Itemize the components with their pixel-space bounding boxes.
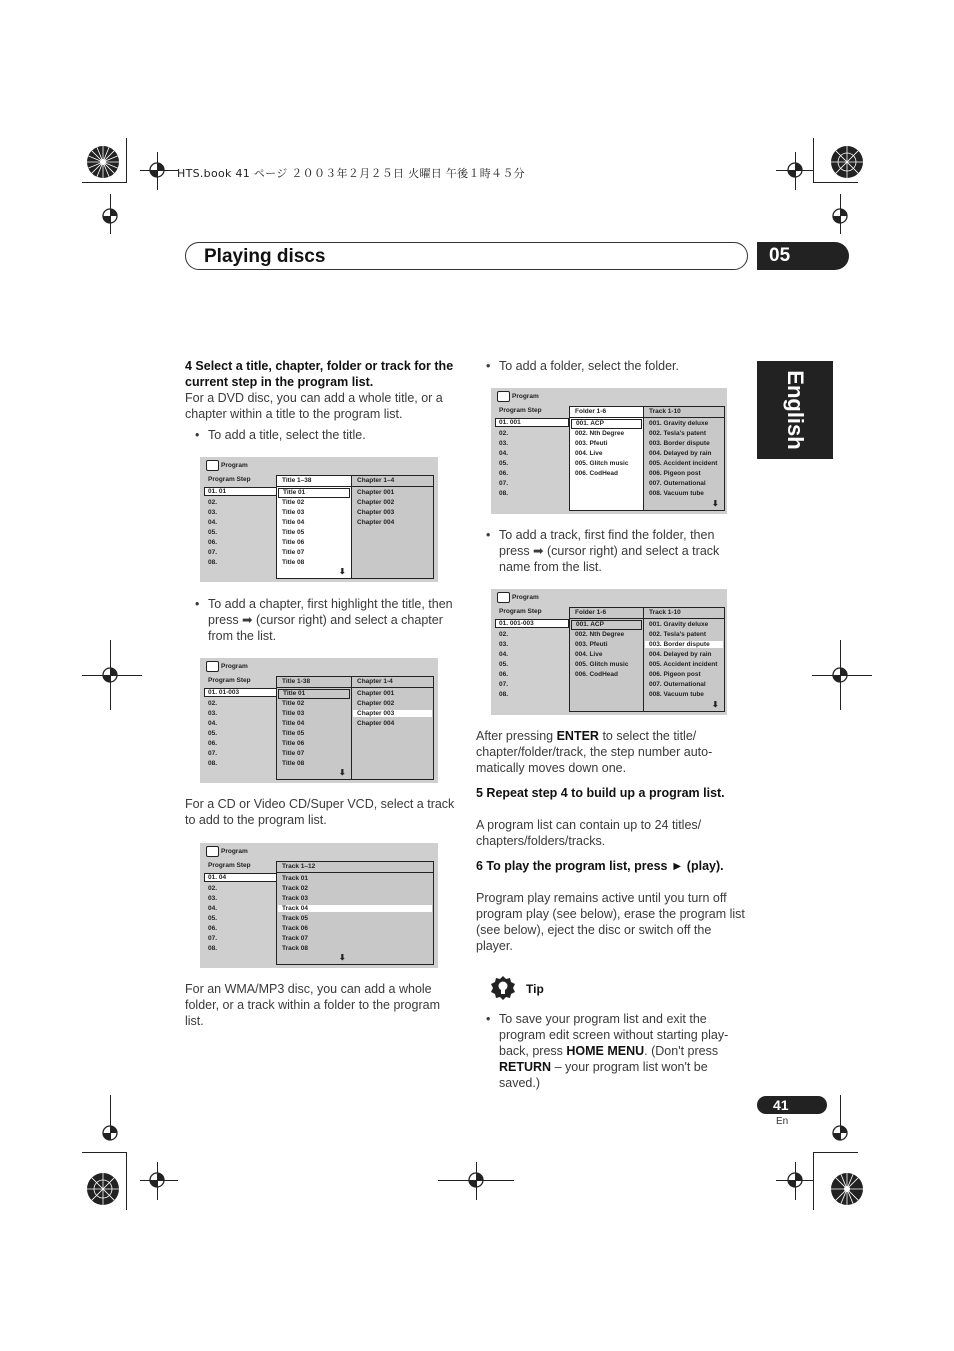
page-number-badge <box>757 1096 827 1114</box>
list-item[interactable]: Title 07 <box>282 750 305 757</box>
program-step-label: Program Step <box>208 862 251 869</box>
program-step[interactable]: 06. <box>499 470 509 477</box>
list-item-highlighted[interactable]: Chapter 003 <box>353 710 432 717</box>
list-item[interactable]: Title 02 <box>282 700 305 707</box>
program-step[interactable]: 08. <box>499 691 509 698</box>
list-item[interactable]: Title 04 <box>282 519 305 526</box>
program-step-selected[interactable]: 01. 01-003 <box>204 688 278 697</box>
list-item[interactable]: Track 03 <box>282 895 309 902</box>
step6-text: Program play remains active until you turn off program play (see below), erase the program list (see below), eject the disc or switch off the player. <box>476 891 745 953</box>
step5-text: A program list can contain up to 24 titles/ chapters/folders/tracks. <box>476 818 702 848</box>
program-step[interactable]: 04. <box>208 519 218 526</box>
program-step[interactable]: 02. <box>208 885 218 892</box>
list-item[interactable]: 006. Pigeon post <box>649 470 701 477</box>
book-header: HTS.book 41 ページ ２００３年２月２５日 火曜日 午後１時４５分 <box>177 167 525 180</box>
bullet-add-track: • To add a track, first find the folder, then press ➡ (cursor right) and select a track name from the list. <box>499 527 747 575</box>
screen-title: Program <box>221 663 248 670</box>
list-item[interactable]: 006. CodHead <box>575 470 618 477</box>
list-item[interactable]: 004. Delayed by rain <box>649 450 712 457</box>
list-item[interactable]: 005. Glitch music <box>575 460 629 467</box>
program-step[interactable]: 04. <box>208 720 218 727</box>
scroll-down-icon[interactable]: ⬇ <box>339 768 346 777</box>
disc-icon <box>497 592 510 603</box>
program-step[interactable]: 05. <box>208 529 218 536</box>
program-step[interactable]: 03. <box>208 895 218 902</box>
page-number: 41 <box>773 1097 789 1113</box>
program-step[interactable]: 06. <box>208 539 218 546</box>
list-item[interactable]: 002. Nth Degree <box>575 631 625 638</box>
list-item[interactable]: 005. Accident incident <box>649 460 718 467</box>
language-tab <box>757 361 833 459</box>
list-item[interactable]: Track 05 <box>282 915 309 922</box>
list-item[interactable]: Title 08 <box>282 559 305 566</box>
list-item[interactable]: 008. Vacuum tube <box>649 691 704 698</box>
program-step[interactable]: 06. <box>499 671 509 678</box>
crosshair-icon <box>465 1169 487 1191</box>
program-step-selected[interactable]: 01. 001 <box>495 418 569 427</box>
track-list: Track 1–12 Track 01 Track 02 Track 03 Track 04 Track 05 Track 06 Track 07 Track 08 ⬇ <box>276 861 434 965</box>
program-screen-track <box>200 843 438 968</box>
list-item[interactable]: 002. Nth Degree <box>575 430 625 437</box>
program-step[interactable]: 05. <box>208 915 218 922</box>
crosshair-icon <box>829 664 851 686</box>
program-step-label: Program Step <box>208 677 251 684</box>
enter-key: ENTER <box>556 729 599 743</box>
list-item[interactable]: Title 01 <box>278 488 350 498</box>
list-item[interactable]: 001. Gravity deluxe <box>649 420 709 427</box>
list-item[interactable]: Title 01 <box>278 689 350 699</box>
bullet-add-folder: • To add a folder, select the folder. <box>499 358 747 374</box>
list-item-highlighted[interactable]: 003. Border dispute <box>645 641 723 648</box>
list-item[interactable]: 001. ACP <box>571 620 642 630</box>
return-key: RETURN <box>499 1060 552 1074</box>
registration-rosette-icon <box>86 1172 120 1206</box>
scroll-down-icon[interactable]: ⬇ <box>712 499 719 508</box>
step4-heading: 4 Select a title, chapter, folder or track for the current step in the program list. <box>185 359 454 389</box>
list-item[interactable]: Chapter 001 <box>357 489 395 496</box>
program-screen-folder <box>491 388 727 514</box>
chapter-number: 05 <box>769 245 791 266</box>
crosshair-icon <box>146 1169 168 1191</box>
program-step[interactable]: 02. <box>208 700 218 707</box>
page-language: En <box>776 1116 789 1127</box>
chapter-list: Chapter 1–4 Chapter 001 Chapter 002 Chapter 003 Chapter 004 <box>351 475 434 579</box>
list-item[interactable]: Track 06 <box>282 925 309 932</box>
program-step[interactable]: 02. <box>499 430 509 437</box>
list-item[interactable]: Title 03 <box>282 710 305 717</box>
screen-title: Program <box>512 594 539 601</box>
disc-icon <box>206 460 219 471</box>
program-screen-title <box>200 457 438 582</box>
program-step[interactable]: 07. <box>208 549 218 556</box>
registration-rosette-icon <box>830 1172 864 1206</box>
language-tab-label: English <box>783 370 808 450</box>
program-step-label: Program Step <box>499 608 542 615</box>
step5-heading: 5 Repeat step 4 to build up a program list. <box>476 786 725 800</box>
list-item[interactable]: 006. Pigeon post <box>649 671 701 678</box>
crosshair-icon <box>99 205 121 227</box>
program-step[interactable]: 07. <box>208 750 218 757</box>
list-item[interactable]: 006. CodHead <box>575 671 618 678</box>
chapter-number-badge <box>757 242 849 270</box>
program-step[interactable]: 07. <box>499 480 509 487</box>
list-item[interactable]: 003. Pfeuti <box>575 641 608 648</box>
title-list: Title 1–38 Title 01 Title 02 Title 03 Title 04 Title 05 Title 06 Title 07 Title 08 ⬇ <box>276 475 352 579</box>
program-step[interactable]: 08. <box>208 945 218 952</box>
program-step[interactable]: 08. <box>208 559 218 566</box>
list-item[interactable]: Track 02 <box>282 885 309 892</box>
crosshair-icon <box>784 1169 806 1191</box>
list-item[interactable]: Track 08 <box>282 945 309 952</box>
program-step-selected[interactable]: 01. 01 <box>204 487 278 496</box>
program-step[interactable]: 05. <box>499 460 509 467</box>
list-item[interactable]: 005. Accident incident <box>649 661 718 668</box>
list-item[interactable]: 008. Vacuum tube <box>649 490 704 497</box>
title-list: Title 1-38 Title 01 Title 02 Title 03 Title 04 Title 05 Title 06 Title 07 Title 08 ⬇ <box>276 676 352 780</box>
list-item[interactable]: 005. Glitch music <box>575 661 629 668</box>
step6-heading: 6 To play the program list, press ► (play). <box>476 859 724 873</box>
program-step[interactable]: 03. <box>208 710 218 717</box>
list-item[interactable]: 004. Live <box>575 651 603 658</box>
list-item-highlighted[interactable]: Track 04 <box>278 905 432 912</box>
track-list: Track 1-10 001. Gravity deluxe 002. Tesla's patent 003. Border dispute 004. Delayed by rain 005. Accident incident 006. Pigeon post 007. Outernational 008. Vacuum tube ⬇ <box>643 406 725 511</box>
program-step[interactable]: 02. <box>499 631 509 638</box>
program-step[interactable]: 08. <box>499 490 509 497</box>
screen-title: Program <box>221 848 248 855</box>
tip-label: Tip <box>526 982 544 996</box>
list-item[interactable]: 002. Tesla's patent <box>649 631 707 638</box>
program-screen-chapter <box>200 658 438 783</box>
program-step[interactable]: 04. <box>208 905 218 912</box>
list-item[interactable]: Title 06 <box>282 539 305 546</box>
list-item[interactable]: Chapter 002 <box>357 700 395 707</box>
program-step[interactable]: 06. <box>208 740 218 747</box>
folder-list: Folder 1-6 001. ACP 002. Nth Degree 003. Pfeuti 004. Live 005. Glitch music 006. CodHead <box>569 406 644 511</box>
program-step[interactable]: 05. <box>208 730 218 737</box>
program-step[interactable]: 05. <box>499 661 509 668</box>
list-item[interactable]: Title 05 <box>282 730 305 737</box>
program-step[interactable]: 03. <box>499 440 509 447</box>
crosshair-icon <box>784 159 806 181</box>
program-step[interactable]: 04. <box>499 450 509 457</box>
registration-rosette-icon <box>86 145 120 179</box>
program-step[interactable]: 07. <box>208 935 218 942</box>
tip-text: • To save your program list and exit the program edit screen without starting play-back, press HOME MENU. (Don't press RETURN – your program list won't be saved.) <box>499 1011 747 1091</box>
list-item[interactable]: Title 08 <box>282 760 305 767</box>
track-list: Track 1-10 001. Gravity deluxe 002. Tesla's patent 003. Border dispute 004. Delayed by rain 005. Accident incident 006. Pigeon post 007. Outernational 008. Vacuum tube ⬇ <box>643 607 725 712</box>
list-item[interactable]: 003. Border dispute <box>649 440 710 447</box>
list-item[interactable]: Title 07 <box>282 549 305 556</box>
list-item[interactable]: Chapter 004 <box>357 519 395 526</box>
list-item[interactable]: Title 03 <box>282 509 305 516</box>
wma-text: For an WMA/MP3 disc, you can add a whole folder, or a track within a folder to the program list. <box>185 982 440 1028</box>
list-item[interactable]: Title 02 <box>282 499 305 506</box>
program-step[interactable]: 06. <box>208 925 218 932</box>
bullet-add-title: • To add a title, select the title. <box>208 427 458 443</box>
list-item[interactable]: 004. Live <box>575 450 603 457</box>
crosshair-icon <box>99 664 121 686</box>
list-item[interactable]: 007. Outernational <box>649 480 706 487</box>
program-screen-folder-track <box>491 589 727 715</box>
section-title-bar <box>185 242 748 270</box>
program-step[interactable]: 03. <box>499 641 509 648</box>
program-step[interactable]: 03. <box>208 509 218 516</box>
list-item[interactable]: Chapter 003 <box>357 509 395 516</box>
program-step[interactable]: 04. <box>499 651 509 658</box>
list-item[interactable]: 001. ACP <box>571 419 642 429</box>
chapter-list: Chapter 1-4 Chapter 001 Chapter 002 Chapter 003 Chapter 004 <box>351 676 434 780</box>
crosshair-icon <box>829 205 851 227</box>
home-menu-key: HOME MENU <box>566 1044 645 1058</box>
list-item[interactable]: Chapter 004 <box>357 720 395 727</box>
program-step[interactable]: 07. <box>499 681 509 688</box>
scroll-down-icon[interactable]: ⬇ <box>339 567 346 576</box>
crosshair-icon <box>99 1122 121 1144</box>
list-item[interactable]: Chapter 001 <box>357 690 395 697</box>
crosshair-icon <box>829 1122 851 1144</box>
list-item[interactable]: 004. Delayed by rain <box>649 651 712 658</box>
program-step-selected[interactable]: 01. 04 <box>204 873 278 882</box>
screen-title: Program <box>512 393 539 400</box>
program-step[interactable]: 08. <box>208 760 218 767</box>
screen-title: Program <box>221 462 248 469</box>
list-item[interactable]: Title 06 <box>282 740 305 747</box>
lightbulb-icon <box>490 975 516 1001</box>
list-item[interactable]: 001. Gravity deluxe <box>649 621 709 628</box>
program-step-label: Program Step <box>499 407 542 414</box>
scroll-down-icon[interactable]: ⬇ <box>712 700 719 709</box>
list-item[interactable]: 007. Outernational <box>649 681 706 688</box>
list-item[interactable]: 003. Pfeuti <box>575 440 608 447</box>
list-item[interactable]: Track 01 <box>282 875 309 882</box>
disc-icon <box>497 391 510 402</box>
program-step[interactable]: 02. <box>208 499 218 506</box>
folder-list: Folder 1-6 001. ACP 002. Nth Degree 003. Pfeuti 004. Live 005. Glitch music 006. CodHead <box>569 607 644 712</box>
disc-icon <box>206 661 219 672</box>
registration-rosette-icon <box>830 145 864 179</box>
list-item[interactable]: Title 05 <box>282 529 305 536</box>
program-step-label: Program Step <box>208 476 251 483</box>
list-item[interactable]: Chapter 002 <box>357 499 395 506</box>
list-item[interactable]: Title 04 <box>282 720 305 727</box>
scroll-down-icon[interactable]: ⬇ <box>339 953 346 962</box>
cd-text: For a CD or Video CD/Super VCD, select a track to add to the program list. <box>185 797 455 827</box>
list-item[interactable]: Track 07 <box>282 935 309 942</box>
section-title: Playing discs <box>204 246 326 267</box>
crosshair-icon <box>146 159 168 181</box>
step4-text: For a DVD disc, you can add a whole title, or a chapter within a title to the program list. <box>185 391 443 421</box>
enter-text: After pressing ENTER to select the title/ chapter/folder/track, the step number auto-matically moves down one. <box>476 729 713 775</box>
disc-icon <box>206 846 219 857</box>
program-step-selected[interactable]: 01. 001-003 <box>495 619 569 628</box>
bullet-add-chapter: • To add a chapter, first highlight the title, then press ➡ (cursor right) and select a chapter from the list. <box>208 596 456 644</box>
list-item[interactable]: 002. Tesla's patent <box>649 430 707 437</box>
